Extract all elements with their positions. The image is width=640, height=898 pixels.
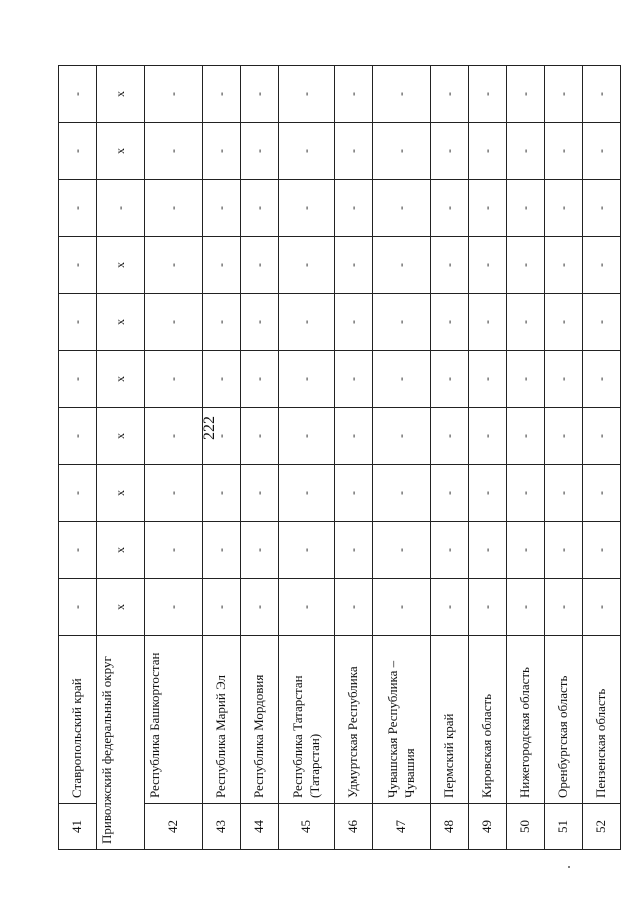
row-number: 44 xyxy=(241,804,279,850)
value-cell: - xyxy=(241,465,279,522)
value-cell: - xyxy=(335,66,373,123)
value-cell: - xyxy=(59,465,97,522)
value-cell: - xyxy=(431,180,469,237)
value-cell: - xyxy=(279,123,335,180)
value-cell: - xyxy=(145,522,203,579)
value-cell: - xyxy=(545,351,583,408)
value-cell: - xyxy=(583,579,621,636)
region-name: Ставропольский край xyxy=(59,636,97,804)
value-cell: - xyxy=(59,351,97,408)
value-cell: - xyxy=(373,123,431,180)
value-cell: - xyxy=(469,123,507,180)
value-cell: - xyxy=(507,522,545,579)
value-cell: - xyxy=(203,66,241,123)
value-cell: - xyxy=(431,123,469,180)
value-cell: - xyxy=(203,180,241,237)
value-cell: - xyxy=(583,123,621,180)
value-cell: - xyxy=(373,408,431,465)
value-cell: - xyxy=(545,180,583,237)
value-cell: - xyxy=(507,351,545,408)
value-cell: - xyxy=(241,294,279,351)
value-cell: - xyxy=(335,180,373,237)
value-cell: - xyxy=(59,180,97,237)
table-container xyxy=(58,66,609,850)
table-row xyxy=(373,66,431,850)
value-cell: - xyxy=(335,522,373,579)
value-cell: - xyxy=(59,66,97,123)
value-cell: - xyxy=(583,408,621,465)
value-cell: - xyxy=(469,180,507,237)
region-name: Республика Татарстан (Татарстан) xyxy=(279,636,335,804)
row-number: 51 xyxy=(545,804,583,850)
value-cell: - xyxy=(373,66,431,123)
value-cell: - xyxy=(469,465,507,522)
region-name: Удмуртская Республика xyxy=(335,636,373,804)
value-cell: - xyxy=(279,237,335,294)
value-cell: - xyxy=(241,579,279,636)
value-cell: - xyxy=(545,522,583,579)
value-cell: - xyxy=(145,579,203,636)
value-cell: - xyxy=(507,294,545,351)
value-cell: - xyxy=(241,522,279,579)
region-name: Оренбургская область xyxy=(545,636,583,804)
table-row xyxy=(59,66,97,850)
value-cell: - xyxy=(545,408,583,465)
value-cell: - xyxy=(373,180,431,237)
value-cell: - xyxy=(507,123,545,180)
value-cell: x xyxy=(97,66,145,123)
value-cell: - xyxy=(373,579,431,636)
value-cell: - xyxy=(507,465,545,522)
row-number: 48 xyxy=(431,804,469,850)
value-cell: - xyxy=(545,66,583,123)
region-name: Пермский край xyxy=(431,636,469,804)
value-cell: - xyxy=(279,465,335,522)
value-cell: - xyxy=(335,351,373,408)
value-cell: - xyxy=(545,237,583,294)
value-cell: x xyxy=(97,294,145,351)
region-group-name: Приволжский федеральный округ xyxy=(97,636,145,850)
table-row xyxy=(545,66,583,850)
value-cell: x xyxy=(97,237,145,294)
region-name: Нижегородская область xyxy=(507,636,545,804)
value-cell: - xyxy=(431,237,469,294)
value-cell: - xyxy=(583,180,621,237)
row-number: 43 xyxy=(203,804,241,850)
value-cell: x xyxy=(97,123,145,180)
value-cell: - xyxy=(583,522,621,579)
row-number: 45 xyxy=(279,804,335,850)
scan-artifact xyxy=(568,866,570,868)
value-cell: - xyxy=(59,579,97,636)
row-number: 47 xyxy=(373,804,431,850)
value-cell: - xyxy=(431,294,469,351)
region-name: Республика Марий Эл xyxy=(203,636,241,804)
value-cell: - xyxy=(469,237,507,294)
value-cell: - xyxy=(279,294,335,351)
value-cell: - xyxy=(145,465,203,522)
table-row xyxy=(97,66,145,850)
value-cell: - xyxy=(145,123,203,180)
value-cell: - xyxy=(59,294,97,351)
row-number: 50 xyxy=(507,804,545,850)
value-cell: - xyxy=(279,579,335,636)
table-body xyxy=(59,66,621,850)
value-cell: - xyxy=(431,408,469,465)
table-row xyxy=(241,66,279,850)
row-number: 42 xyxy=(145,804,203,850)
region-name: Кировская область xyxy=(469,636,507,804)
table-row xyxy=(507,66,545,850)
value-cell: x xyxy=(97,465,145,522)
value-cell: - xyxy=(203,237,241,294)
value-cell: - xyxy=(279,180,335,237)
value-cell: - xyxy=(145,408,203,465)
value-cell: - xyxy=(279,522,335,579)
value-cell: x xyxy=(97,579,145,636)
table-row xyxy=(279,66,335,850)
table-row xyxy=(335,66,373,850)
value-cell: x xyxy=(97,351,145,408)
value-cell: - xyxy=(203,522,241,579)
value-cell: - xyxy=(241,408,279,465)
value-cell: - xyxy=(469,408,507,465)
value-cell: - xyxy=(203,351,241,408)
value-cell: - xyxy=(373,237,431,294)
value-cell: - xyxy=(373,522,431,579)
value-cell: - xyxy=(583,351,621,408)
value-cell: - xyxy=(583,237,621,294)
table-row xyxy=(203,66,241,850)
value-cell: - xyxy=(335,123,373,180)
value-cell: - xyxy=(145,180,203,237)
value-cell: - xyxy=(203,465,241,522)
value-cell: - xyxy=(241,237,279,294)
value-cell: - xyxy=(279,66,335,123)
value-cell: - xyxy=(241,123,279,180)
value-cell: - xyxy=(241,66,279,123)
value-cell: - xyxy=(335,294,373,351)
value-cell: - xyxy=(203,579,241,636)
value-cell: - xyxy=(507,237,545,294)
value-cell: - xyxy=(431,66,469,123)
value-cell: - xyxy=(583,465,621,522)
value-cell: - xyxy=(373,351,431,408)
row-number: 49 xyxy=(469,804,507,850)
value-cell: - xyxy=(241,351,279,408)
value-cell: - xyxy=(59,522,97,579)
region-name: Пензенская область xyxy=(583,636,621,804)
value-cell: - xyxy=(431,351,469,408)
value-cell: - xyxy=(203,123,241,180)
value-cell: - xyxy=(469,351,507,408)
value-cell: - xyxy=(373,294,431,351)
value-cell: - xyxy=(583,66,621,123)
value-cell: - xyxy=(145,294,203,351)
value-cell: - xyxy=(545,294,583,351)
value-cell: - xyxy=(97,180,145,237)
table-row xyxy=(145,66,203,850)
data-table xyxy=(58,65,621,850)
region-name: Чувашская Республика – Чувашия xyxy=(373,636,431,804)
value-cell: - xyxy=(469,66,507,123)
value-cell: - xyxy=(431,579,469,636)
value-cell: - xyxy=(507,180,545,237)
value-cell: - xyxy=(59,237,97,294)
value-cell: - xyxy=(145,237,203,294)
region-name: Республика Мордовия xyxy=(241,636,279,804)
value-cell: - xyxy=(545,123,583,180)
value-cell: - xyxy=(431,522,469,579)
row-number: 41 xyxy=(59,804,97,850)
value-cell: - xyxy=(335,579,373,636)
value-cell: - xyxy=(507,66,545,123)
row-number: 52 xyxy=(583,804,621,850)
value-cell: - xyxy=(203,408,241,465)
value-cell: x xyxy=(97,408,145,465)
row-number: 46 xyxy=(335,804,373,850)
value-cell: - xyxy=(469,579,507,636)
value-cell: - xyxy=(335,465,373,522)
table-row xyxy=(469,66,507,850)
value-cell: - xyxy=(431,465,469,522)
value-cell: - xyxy=(507,408,545,465)
table-row xyxy=(583,66,621,850)
value-cell: - xyxy=(59,123,97,180)
value-cell: - xyxy=(279,408,335,465)
value-cell: - xyxy=(145,351,203,408)
value-cell: - xyxy=(469,294,507,351)
value-cell: x xyxy=(97,522,145,579)
value-cell: - xyxy=(279,351,335,408)
region-name: Республика Башкортостан xyxy=(145,636,203,804)
value-cell: - xyxy=(545,579,583,636)
value-cell: - xyxy=(203,294,241,351)
value-cell: - xyxy=(335,408,373,465)
value-cell: - xyxy=(145,66,203,123)
value-cell: - xyxy=(373,465,431,522)
value-cell: - xyxy=(583,294,621,351)
value-cell: - xyxy=(545,465,583,522)
page-number: 222 xyxy=(201,416,218,440)
value-cell: - xyxy=(241,180,279,237)
value-cell: - xyxy=(507,579,545,636)
value-cell: - xyxy=(469,522,507,579)
table-row xyxy=(431,66,469,850)
value-cell: - xyxy=(59,408,97,465)
value-cell: - xyxy=(335,237,373,294)
